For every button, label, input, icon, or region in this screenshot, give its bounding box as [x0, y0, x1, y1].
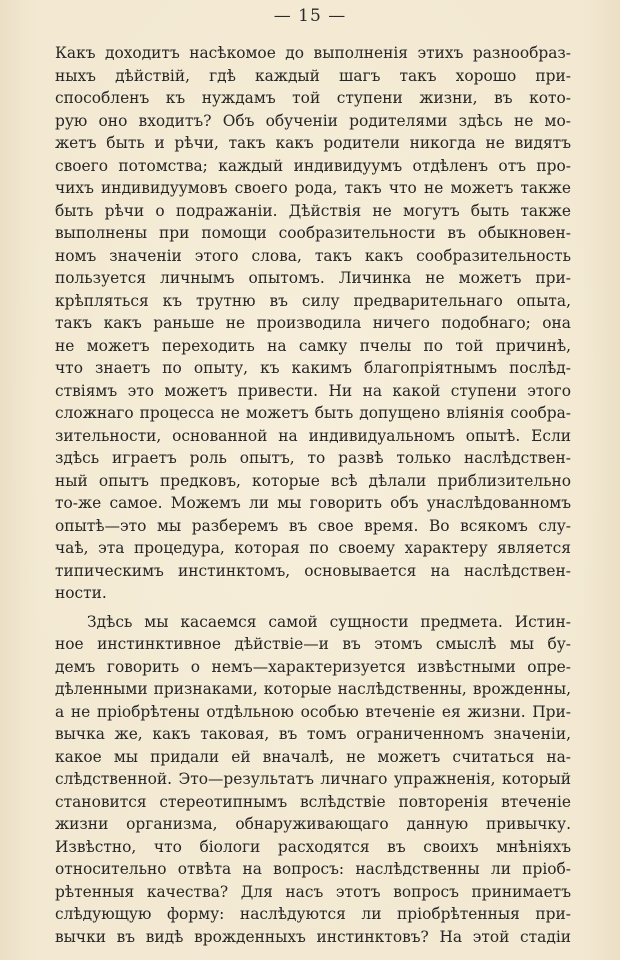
text-line: пользуется личнымъ опытомъ. Личинка не можетъ при- [55, 269, 571, 287]
body-text [55, 42, 571, 948]
text-line: способленъ къ нуждамъ той ступени жизни, въ кото- [55, 89, 571, 107]
text-line: выполнены при помощи сообразительности въ обыкновен- [55, 224, 571, 242]
paragraph-1 [55, 42, 571, 605]
text-line: то-же самое. Можемъ ли мы говорить объ унаслѣдованномъ [55, 494, 571, 512]
text-line: не можетъ переходить на самку пчелы по той причинѣ, [55, 336, 571, 355]
text-line: демъ говорить о немъ—характеризуется извѣстными опре- [55, 657, 571, 676]
text-line: Здѣсь мы касаемся самой сущности предмета. Истин- [87, 612, 571, 631]
text-line: жизни организма, обнаруживающаго данную привычку. [55, 815, 571, 833]
text-line: ствіямъ это можетъ привести. Ни на какой ступени этого [55, 381, 571, 400]
text-line: что знаетъ по опыту, къ какимъ благопріятнымъ послѣд- [55, 359, 571, 377]
page-number: — 15 — [273, 6, 347, 26]
text-line: Извѣстно, что біологи расходятся въ своихъ мнѣніяхъ [55, 837, 571, 856]
text-line: быть рѣчи о подражаніи. Дѣйствія не могутъ быть также [55, 201, 571, 220]
paragraph-2 [55, 611, 571, 949]
text-line: своего потомства; каждый индивидуумъ отдѣленъ отъ про- [55, 156, 571, 175]
text-line: здѣсь играетъ роль опытъ, то развѣ только наслѣдствен- [55, 449, 571, 467]
text-line: номъ значеніи этого слова, такъ какъ сообразительность [55, 246, 571, 265]
text-line: сложнаго процесса не можетъ быть допущено вліянія сообра- [55, 404, 571, 422]
text-line: жетъ быть и рѣчи, такъ какъ родители никогда не видятъ [55, 134, 571, 152]
text-line: ныхъ дѣйствій, гдѣ каждый шагъ такъ хорошо при- [55, 66, 571, 85]
text-line: вычка же, какъ таковая, въ томъ ограниченномъ значеніи, [55, 725, 571, 743]
text-line: вычки въ видѣ врожденныхъ инстинктовъ? На этой стадіи [55, 927, 571, 946]
text-line: опытѣ—это мы разберемъ въ свое время. Во всякомъ слу- [55, 516, 571, 535]
text-line: дѣленными признаками, которые наслѣдственны, врожденны, [55, 680, 571, 698]
text-line: чаѣ, эта процедура, которая по своему характеру является [55, 539, 571, 557]
text-line: становится стереотипнымъ вслѣдствіе повторенія втеченіе [55, 792, 571, 811]
text-line: какое мы придали ей вначалѣ, не можетъ считаться на- [55, 747, 571, 766]
text-line: рую оно входитъ? Объ обученіи родителями здѣсь не мо- [55, 111, 571, 130]
text-line: а не пріобрѣтены отдѣльною особью втеченіе ея жизни. При- [55, 702, 571, 721]
text-line: ный опытъ предковъ, которые всѣ дѣлали приблизительно [55, 471, 571, 490]
text-line: крѣпляться къ трутню въ силу предварительнаго опыта, [55, 291, 571, 310]
text-line: чихъ индивидуумовъ своего рода, такъ что не можетъ также [55, 179, 571, 197]
text-line: зительности, основанной на индивидуальномъ опытѣ. Если [55, 426, 571, 445]
text-line: рѣтенныя качества? Для насъ этотъ вопросъ принимаетъ [55, 882, 571, 901]
text-line: слѣдственной. Это—результатъ личнаго упражненія, который [55, 770, 571, 788]
text-line: типическимъ инстинктомъ, основывается на наслѣдствен- [55, 561, 571, 580]
text-line: ности. [55, 584, 107, 602]
text-line: Какъ доходитъ насѣкомое до выполненія этихъ разнообраз- [55, 44, 571, 62]
text-line: такъ какъ раньше не производила ничего подобнаго; она [55, 314, 571, 332]
text-line: слѣдующую форму: наслѣдуются ли пріобрѣтенныя при- [55, 905, 571, 923]
text-line: относительно отвѣта на вопросъ: наслѣдственны ли пріоб- [55, 860, 571, 878]
text-line: ное инстинктивное дѣйствіе—и въ этомъ смыслѣ мы бу- [55, 635, 571, 653]
